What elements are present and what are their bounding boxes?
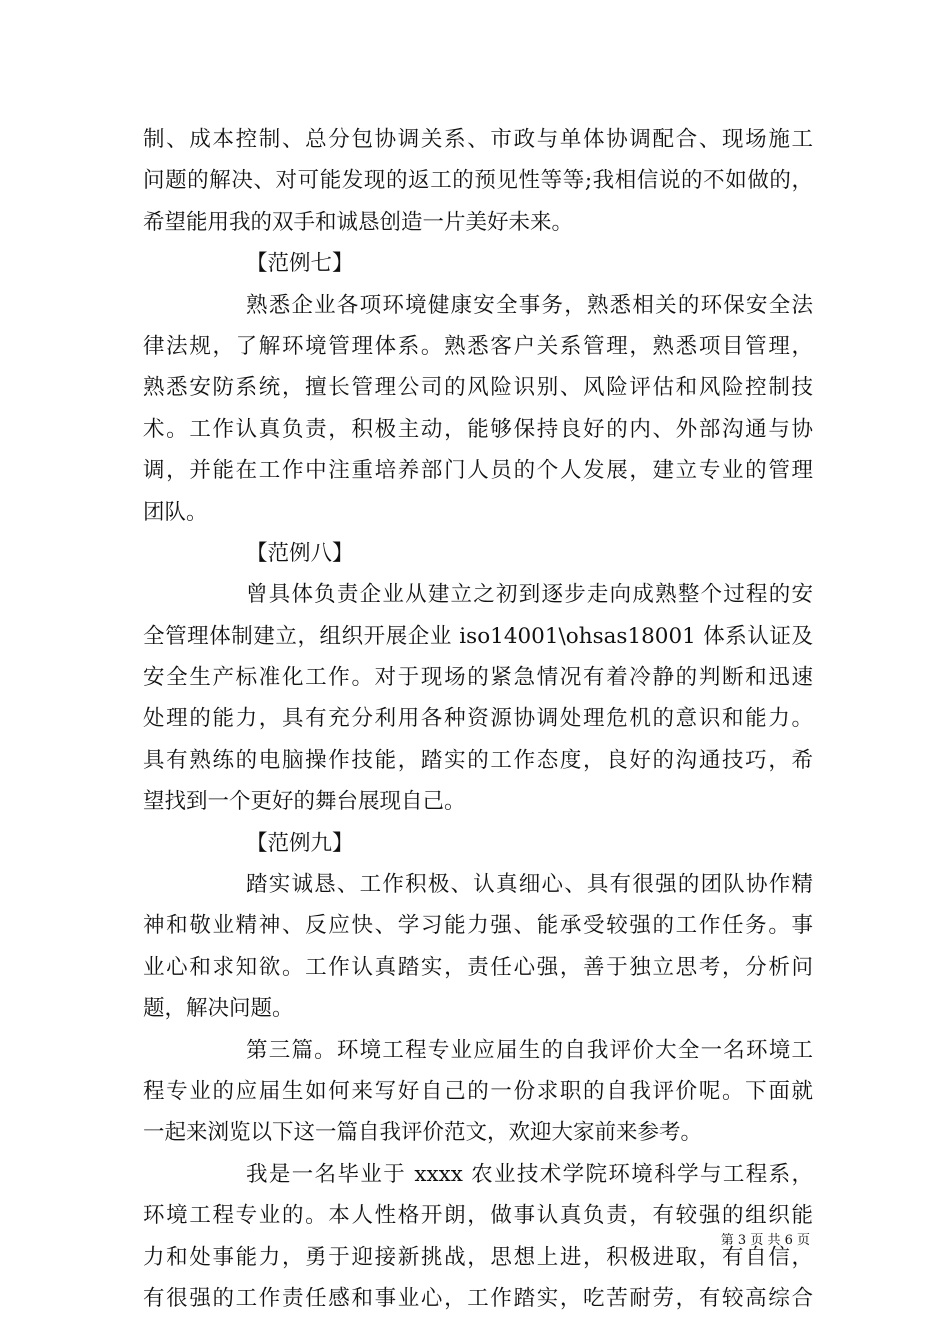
text-line: 曾具体负责企业从建立之初到逐步走向成熟整个过程的安 — [246, 582, 813, 608]
text-line: 具有熟练的电脑操作技能，踏实的工作态度，良好的沟通技巧，希 — [143, 747, 813, 773]
text-line: 制、成本控制、总分包协调关系、市政与单体协调配合、现场施工 — [143, 127, 813, 152]
text-line: 【范例八】 — [246, 540, 354, 566]
text-line: 团队。 — [143, 499, 208, 525]
page-number-footer: 第 3 页 共 6 页 — [720, 1233, 810, 1248]
text-line: 题，解决问题。 — [143, 996, 294, 1022]
text-line: 【范例九】 — [246, 830, 354, 856]
text-line: 【范例七】 — [246, 251, 354, 277]
text-line: 第三篇。环境工程专业应届生的自我评价大全一名环境工 — [246, 1037, 813, 1063]
text-line: 熟悉企业各项环境健康安全事务，熟悉相关的环保安全法 — [246, 292, 813, 318]
text-line: 术。工作认真负责，积极主动，能够保持良好的内、外部沟通与协 — [143, 416, 813, 442]
text-line: 业心和求知欲。工作认真踏实，责任心强，善于独立思考，分析问 — [143, 954, 813, 980]
text-line: 安全生产标准化工作。对于现场的紧急情况有着冷静的判断和迅速 — [143, 665, 813, 691]
text-line: 神和敬业精神、反应快、学习能力强、能承受较强的工作任务。事 — [143, 913, 813, 939]
text-line: 希望能用我的双手和诚恳创造一片美好未来。 — [143, 209, 574, 235]
text-line: 律法规，了解环境管理体系。熟悉客户关系管理，熟悉项目管理， — [143, 333, 813, 359]
text-line: 踏实诚恳、工作积极、认真细心、具有很强的团队协作精 — [246, 872, 813, 898]
text-line: 一起来浏览以下这一篇自我评价范文，欢迎大家前来参考。 — [143, 1120, 703, 1146]
text-line: 环境工程专业的。本人性格开朗，做事认真负责，有较强的组织能 — [143, 1203, 813, 1229]
text-line: 熟悉安防系统，擅长管理公司的风险识别、风险评估和风险控制技 — [143, 375, 813, 401]
text-line: 力和处事能力，勇于迎接新挑战，思想上进，积极进取，有自信， — [143, 1244, 813, 1270]
text-line: 全管理体制建立，组织开展企业 iso14001\ohsas18001 体系认证及 — [143, 623, 813, 649]
text-line: 程专业的应届生如何来写好自己的一份求职的自我评价呢。下面就 — [143, 1078, 813, 1104]
text-line: 处理的能力，具有充分利用各种资源协调处理危机的意识和能力。 — [143, 706, 813, 732]
text-line: 有很强的工作责任感和事业心，工作踏实，吃苦耐劳，有较高综合 — [143, 1285, 813, 1311]
text-line: 望找到一个更好的舞台展现自己。 — [143, 789, 466, 815]
text-line: 调，并能在工作中注重培养部门人员的个人发展，建立专业的管理 — [143, 458, 813, 484]
text-line: 问题的解决、对可能发现的返工的预见性等等;我相信说的不如做的， — [143, 168, 813, 194]
text-line: 我是一名毕业于 xxxx 农业技术学院环境科学与工程系， — [246, 1161, 813, 1187]
document-body — [143, 119, 813, 1319]
